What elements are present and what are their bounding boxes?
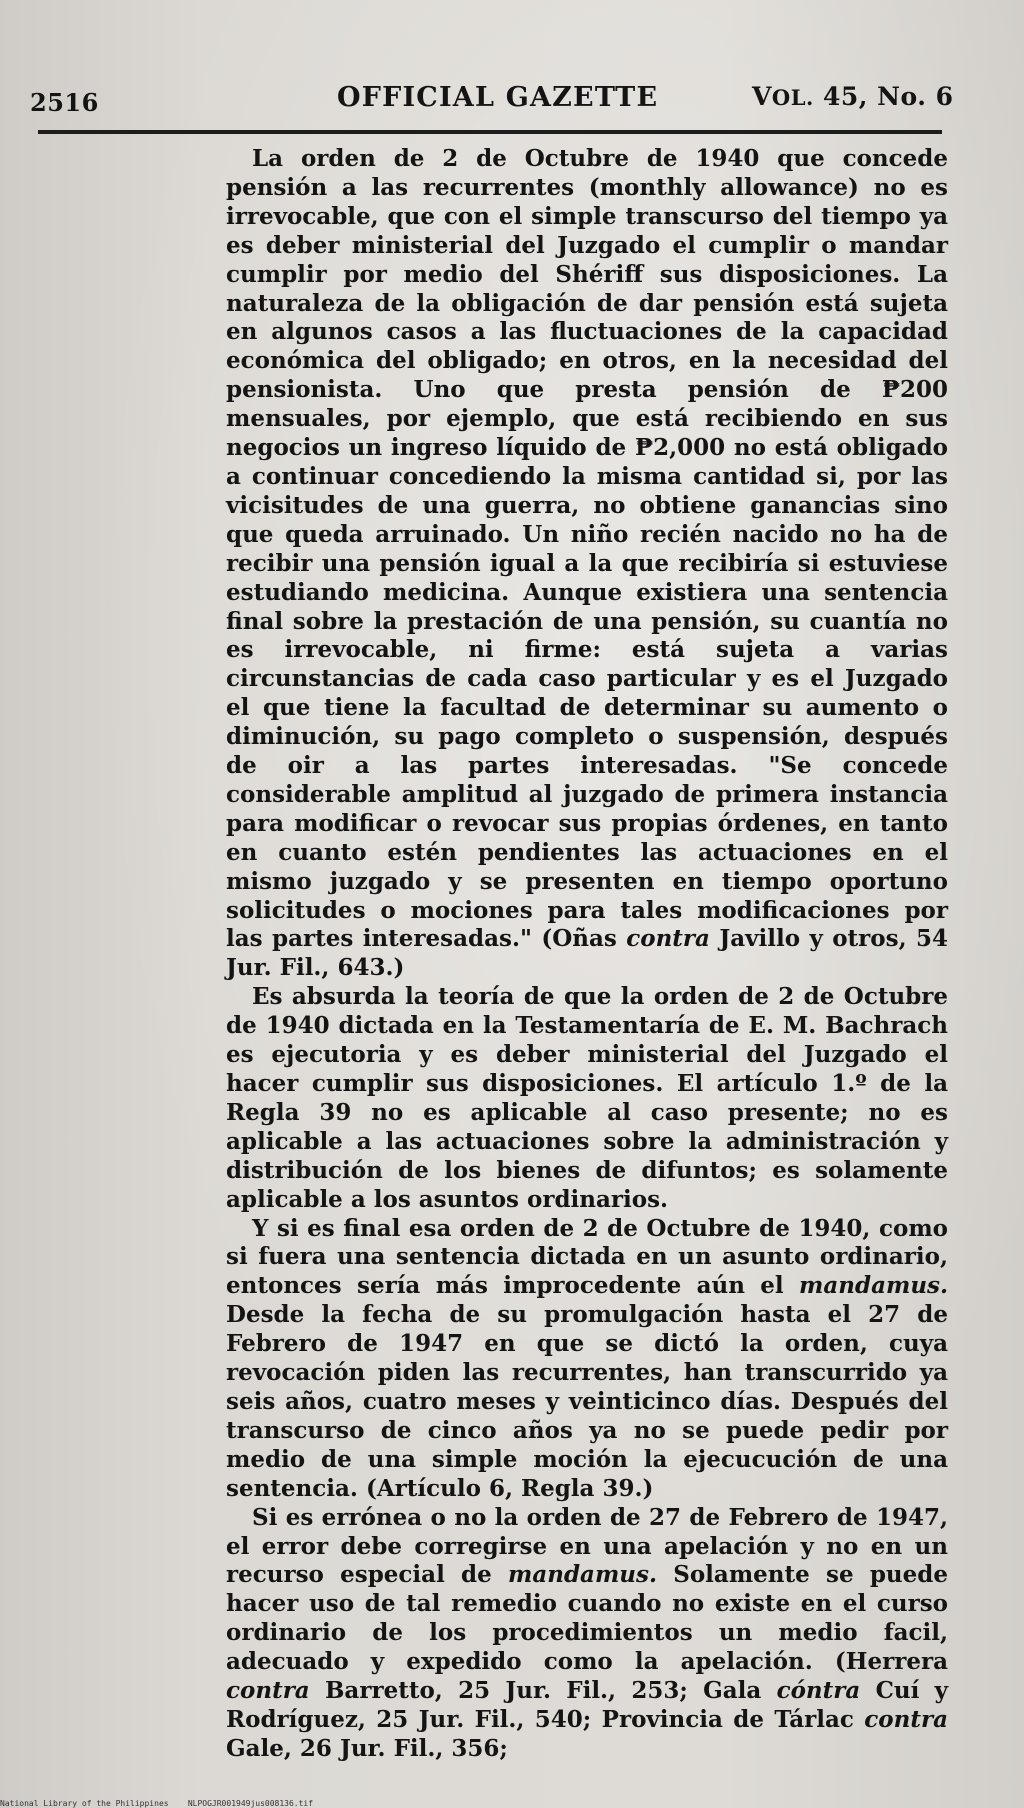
case-versus: contra [864,1705,948,1733]
publication-title: OFFICIAL GAZETTE [337,82,659,113]
paragraph-text: La orden de 2 de Octubre de 1940 que concede pensión a las recurrentes (monthly allowance) no es irrevocable, que con el simple transcurso del tiempo ya es deber ministerial del Juzgado el cumplir o mandar cumplir por medio del Shériff sus disposiciones. La naturaleza de la obligación de dar pensión está sujeta en algunos casos a las fluctuaciones de la capacidad económica del obligado; en otros, en la necesidad del pensionista. Uno que presta pensión de ₱200 mensuales, por ejemplo, que está recibiendo en sus negocios un ingreso líquido de ₱2,000 no está obligado a continuar concediendo la misma cantidad si, por las vicisitudes de una guerra, no obtiene ganancias sino que queda arruinado. Un niño recién nacido no ha de recibir una pensión igual a la que recibiría si estuviese estudiando medicina. Aunque existiera una sentencia final sobre la prestación de una pensión, su cuantía no es irrevocable, ni firme: está sujeta a varias circunstancias de cada caso particular y es el Juzgado el que tiene la facultad de determinar su aumento o diminución, su pago completo o suspensión, después de oir a las partes interesadas. "Se concede considerable amplitud al juzgado de primera instancia para modificar o revocar sus propias órdenes, en tanto en cuanto estén pendientes las actuaciones en el mismo juzgado y se presenten en tiempo oportuno solicitudes o mociones para tales modificaciones por las partes interesadas." (Oñas [226,145,948,953]
paragraph-text: Es absurda la teoría de que la orden de 2 de Octubre de 1940 dictada en la Testamentaría de E. M. Bachrach es ejecutoria y es deber ministerial del Juzgado el hacer cumplir sus disposiciones. El artículo 1.º de la Regla 39 no es aplicable al caso presente; no es aplicable a las actuaciones sobre la administración y distribución de los bienes de difuntos; es solamente aplicable a los asuntos ordinarios. [226,983,948,1213]
paragraph [226,983,948,1214]
case-citation: Gale, 26 Jur. Fil., 356; [226,1734,508,1762]
case-citation: Javillo y otros, 54 Jur. Fil., 643.) [226,925,948,982]
volume-issue [752,82,954,111]
volume-rest: 45, No. 6 [813,82,954,111]
writ-term: mandamus. [799,1272,948,1300]
volume-smallcaps: OL. [771,85,814,110]
paragraph-text: Desde la fecha de su promulgación hasta el 27 de Febrero de 1947 en que se dictó la orden, cuya revocación piden las recurrentes, han transcurrido ya seis años, cuatro meses y veinticinco días. Después del transcurso de cinco años ya no se puede pedir por medio de una simple moción la ejecucución de una sentencia. (Artículo 6, Regla 39.) [226,1301,948,1502]
paragraph [226,145,948,983]
case-versus: contra [226,1677,310,1705]
paragraph-text: Solamente se puede hacer uso de tal remedio cuando no existe en el curso ordinario de los procedimientos un medio facil, adecuado y expedido como la apelación. (Herrera [226,1561,948,1676]
paragraph [226,1215,948,1504]
header-rule [38,130,942,134]
paragraph [226,1504,948,1764]
case-citation: Cuí y Rodríguez, 25 Jur. Fil., 540; Provincia de Tárlac [226,1677,948,1733]
page-number: 2516 [30,88,99,117]
paragraph-text: Si es errónea o no la orden de 27 de Febrero de 1947, el error debe corregirse en una apelación y no en un recurso especial de [226,1503,948,1589]
page-header [0,82,1024,122]
case-citation: Barretto, 25 Jur. Fil., 253; Gala [309,1677,777,1705]
article-body [226,145,948,1764]
volume-prefix: V [752,82,772,111]
scan-caption: National Library of the Philippines NLPOGJR001949jus008136.tif [0,1799,314,1808]
writ-term: mandamus. [508,1561,657,1589]
paragraph-text: Y si es final esa orden de 2 de Octubre de 1940, como si fuera una sentencia dictada en un asunto ordinario, entonces sería más improcedente aún el [226,1214,948,1300]
case-versus: cóntra [776,1677,861,1705]
case-versus: contra [626,925,710,953]
